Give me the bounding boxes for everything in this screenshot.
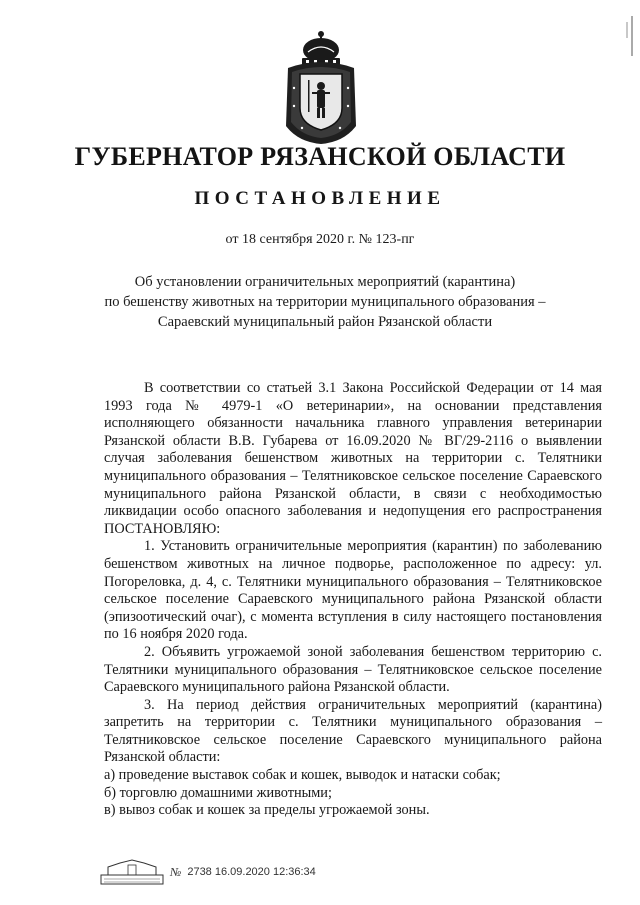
document-date-number: от 18 сентября 2020 г. № 123-пг	[225, 232, 415, 247]
clause-1: 1. Установить ограничительные мероприятия (карантин) по заболеванию бешенством животных на личное подворье, расположенное по адресу: ул. Погореловка, д. 4, с. Телятники муниципального образования – Телятниковское сельское поселение Сараевского муниципального района Рязанской области (эпизоотический очаг), с момента вступления в силу настоящего постановления по 16 ноября 2020 года.	[104, 538, 602, 643]
clause-3-b: б) торговлю домашними животными;	[104, 784, 332, 801]
document-type: ПОСТАНОВЛЕНИЕ	[194, 188, 446, 209]
clause-3-a: а) проведение выставок собак и кошек, выводок и натаски собак;	[104, 767, 501, 784]
document-body	[104, 380, 602, 820]
registration-footer	[100, 858, 360, 886]
issuer-title: ГУБЕРНАТОР РЯЗАНСКОЙ ОБЛАСТИ	[74, 142, 566, 171]
coat-of-arms-icon	[282, 28, 360, 146]
preamble-paragraph: В соответствии со статьей 3.1 Закона Российской Федерации от 14 мая 1993 года № 4979-1 «О ветеринарии», на основании представления исполняющего обязанности начальника главного управления ветеринарии Рязанской области В.В. Губарева от 16.09.2020 № ВГ/29-2116 о выявлении случая заболевания бешенством животных на территории с. Телятники муниципального образования – Телятниковское сельское поселение Сараевского муниципального района Рязанской области, в связи с необходимостью ликвидации особо опасного заболевания и недопущения его распространения ПОСТАНОВЛЯЮ:	[104, 380, 602, 537]
registry-stamp-icon	[100, 859, 164, 885]
clause-2: 2. Объявить угрожаемой зоной заболевания бешенством территорию с. Телятники муниципального образования – Телятниковское сельское поселение Сараевского муниципального района Рязанской области.	[104, 643, 602, 696]
subject-line-2: по бешенству животных на территории муниципального образования –	[104, 294, 546, 310]
clause-3: 3. На период действия ограничительных мероприятий (карантина) запретить на территории с. Телятники муниципального образования – Телятниковское сельское поселение Сараевского муниципального района Рязанской области:	[104, 696, 602, 766]
document-subject	[96, 272, 554, 332]
subject-line-1: Об установлении ограничительных мероприятий (карантина)	[134, 274, 516, 290]
clause-3-c: в) вывоз собак и кошек за пределы угрожаемой зоны.	[104, 802, 430, 819]
registration-number-sign: №	[170, 864, 182, 879]
subject-line-3: Сараевский муниципальный район Рязанской области	[157, 314, 493, 330]
registration-stamp-text: 2738 16.09.2020 12:36:34	[187, 866, 316, 878]
scan-edge-mark	[624, 16, 634, 56]
